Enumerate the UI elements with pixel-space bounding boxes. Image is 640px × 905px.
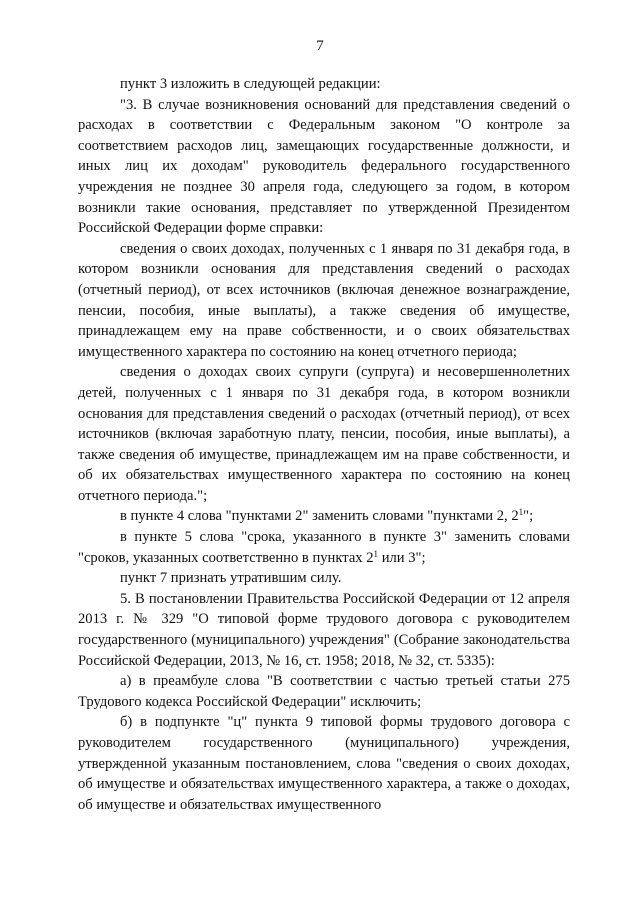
paragraph-intro: пункт 3 изложить в следующей редакции:	[120, 76, 381, 92]
paragraph-own-income: сведения о своих доходах, полученных с 1 января по 31 декабря года, в котором возникли основания для представления сведений о расходах (отчетный период), от всех источников (включая денежное вознаграждение, пенсии, пособия, иные выплаты), а также сведения об имуществе, принадлежащем ему на праве собственности, и о своих обязательствах имущественного характера по состоянию на конец отчетного периода;	[78, 240, 570, 360]
point4-superscript: 1	[518, 507, 524, 518]
point4-text: в пункте 4 слова "пунктами 2" заменить словами "пунктами 2, 2	[120, 508, 519, 525]
point4-tail: ";	[523, 508, 534, 525]
paragraph-subitem-a: а) в преамбуле слова "В соответствии с частью третьей статьи 275 Трудового кодекса Российской Федерации" исключить;	[78, 673, 570, 710]
paragraph-subitem-b: б) в подпункте "ц" пункта 9 типовой формы трудового договора с руководителем государственного (муниципального) учреждения, утвержденной указанным постановлением, слова "сведения о своих доходах, об имуществе и обязательствах имущественного характера, а также о доходах, об имуществе и обязательствах имущественного	[78, 714, 570, 813]
point5-text: в пункте 5 слова "срока, указанного в пункте 3" заменить словами "сроков, указанных соответственно в пунктах 2	[78, 529, 570, 566]
paragraph-section5: 5. В постановлении Правительства Российской Федерации от 12 апреля 2013 г. № 329 "О типовой форме трудового договора с руководителем государственного (муниципального) учреждения" (Собрание законодательства Российской Федерации, 2013, № 16, ст. 1958; 2018, № 32, ст. 5335):	[78, 590, 570, 669]
point5-superscript: 1	[373, 548, 379, 559]
paragraph-point4-change	[78, 506, 570, 527]
paragraph-point3-text: "3. В случае возникновения оснований для представления сведений о расходах в соответствии с Федеральным законом "О контроле за соответствием расходов лиц, замещающих государственные должности, и иных лиц их доходам" руководитель федерального государственного учреждения не позднее 30 апреля года, следующего за годом, в котором возникли такие основания, представляет по утвержденной Президентом Российской Федерации форме справки:	[78, 96, 570, 237]
paragraph-point5-change	[78, 527, 570, 568]
paragraph-family-income: сведения о доходах своих супруги (супруга) и несовершеннолетних детей, полученных с 1 января по 31 декабря года, в котором возникли основания для представления сведений о расходах (отчетный период), от всех источников (включая заработную плату, пенсии, пособия, иные выплаты), а также сведения об имуществе, принадлежащем им на праве собственности, и об их обязательствах имущественного характера по состоянию на конец отчетного периода.";	[78, 364, 570, 504]
point5-tail: или 3";	[378, 549, 426, 566]
document-body	[78, 74, 570, 815]
paragraph-point7-repeal: пункт 7 признать утратившим силу.	[120, 570, 342, 587]
page-number: 7	[316, 38, 324, 54]
